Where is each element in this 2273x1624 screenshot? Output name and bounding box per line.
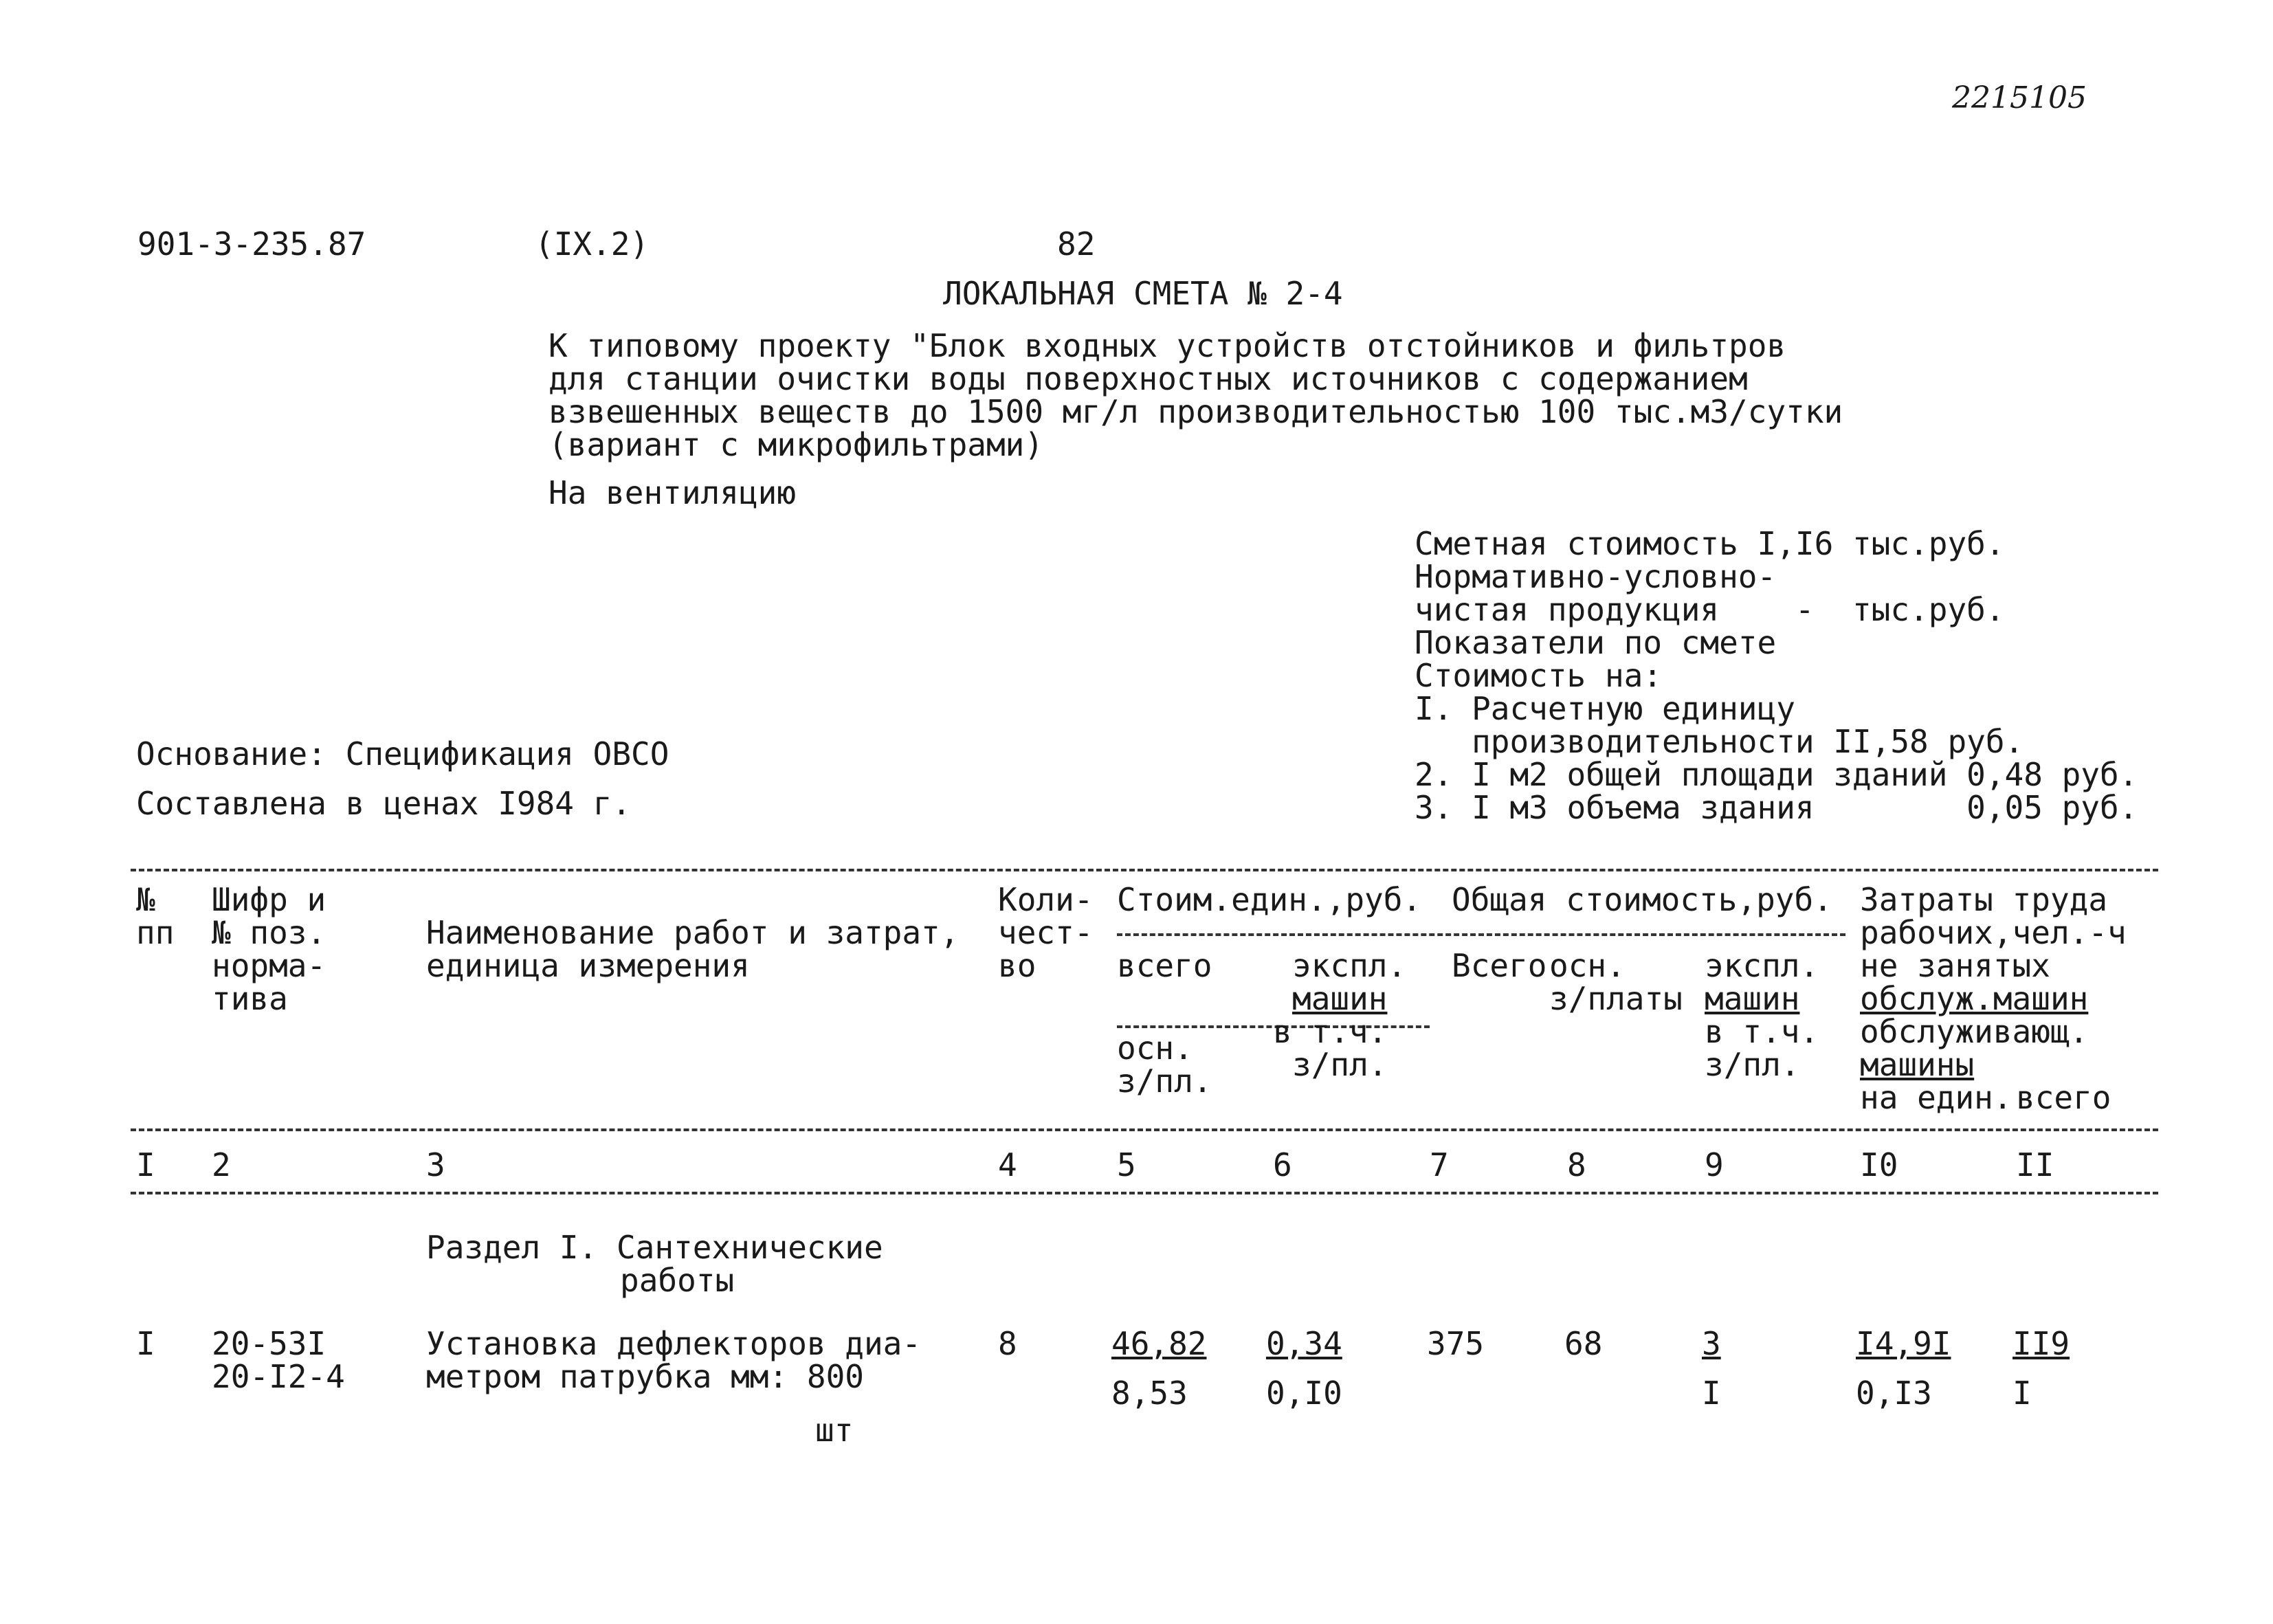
unit-cost-machines-wage: 0,I0 xyxy=(1266,1375,1342,1412)
cost-line: 3. I м3 объема здания 0,05 руб. xyxy=(1415,789,2138,826)
total-wage: 68 xyxy=(1564,1325,1603,1362)
column-number: 4 xyxy=(998,1146,1017,1183)
header-cell: машины xyxy=(1860,1046,1975,1083)
header-cell: машин xyxy=(1705,980,1800,1017)
page-number: 82 xyxy=(1057,225,1096,263)
total-cost: 375 xyxy=(1427,1325,1485,1362)
header-cell: Затраты труда xyxy=(1860,881,2108,918)
header-cell: Шифр и xyxy=(212,881,326,918)
header-cell: обслуживающ. xyxy=(1860,1013,2089,1050)
column-number: I0 xyxy=(1860,1146,1898,1183)
cost-line: I. Расчетную единицу xyxy=(1415,690,1795,727)
total-machines: 3 xyxy=(1702,1325,1721,1362)
header-cell: Коли- xyxy=(998,881,1094,918)
column-number: II xyxy=(2016,1146,2054,1183)
quantity: 8 xyxy=(998,1325,1017,1362)
header-cell: чест- xyxy=(998,914,1094,951)
header-cell: тива xyxy=(212,980,288,1017)
header-cell: машин xyxy=(1292,980,1388,1017)
header-cell: всего xyxy=(1117,947,1212,984)
norm-code: 20-I2-4 xyxy=(212,1358,345,1395)
cost-line: Стоимость на: xyxy=(1415,657,1663,694)
header-cell: в т.ч. xyxy=(1705,1013,1819,1050)
table-rule-top xyxy=(131,869,2158,871)
work-name: метром патрубка мм: 800 xyxy=(426,1358,864,1395)
total-machines-wage: I xyxy=(1702,1375,1721,1412)
header-cell: пп xyxy=(136,914,175,951)
header-cell: норма- xyxy=(212,947,326,984)
header-cell: Стоим.един.,руб. xyxy=(1117,881,1422,918)
volume-number: (IX.2) xyxy=(535,225,650,263)
cost-line: 2. I м2 общей площади зданий 0,48 руб. xyxy=(1415,756,2138,793)
unit-cost-total: 46,82 xyxy=(1111,1325,1207,1362)
column-number: 7 xyxy=(1430,1146,1449,1183)
header-cell: № поз. xyxy=(212,914,326,951)
section-heading: работы xyxy=(620,1262,735,1299)
header-cell: Общая стоимость,руб. xyxy=(1452,881,1832,918)
table-rule-header-bottom xyxy=(131,1128,2158,1131)
header-cell: з/платы xyxy=(1549,980,1683,1017)
column-number: 8 xyxy=(1567,1146,1586,1183)
section-heading: Раздел I. Сантехнические xyxy=(426,1229,883,1266)
cost-line: чистая продукция - тыс.руб. xyxy=(1415,591,2005,628)
column-number: 3 xyxy=(426,1146,445,1183)
labor-per-unit-machines: 0,I3 xyxy=(1856,1375,1932,1412)
header-cell: в т.ч. xyxy=(1273,1013,1388,1050)
table-rule-numbers-bottom xyxy=(131,1192,2158,1194)
header-cell: № xyxy=(136,881,155,918)
header-cell: на един. xyxy=(1860,1079,2013,1116)
column-number: 5 xyxy=(1117,1146,1136,1183)
norm-code: 20-53I xyxy=(212,1325,326,1362)
header-cell: осн. xyxy=(1549,947,1626,984)
column-number: I xyxy=(136,1146,155,1183)
header-cell: обслуж.машин xyxy=(1860,980,2089,1017)
header-cell: не занятых xyxy=(1860,947,2050,984)
row-number: I xyxy=(136,1325,155,1362)
document-code: 901-3-235.87 xyxy=(137,225,366,263)
unit-cost-machines: 0,34 xyxy=(1266,1325,1342,1362)
project-line: взвешенных веществ до 1500 мг/л производительностью 100 тыс.м3/сутки xyxy=(548,393,1843,430)
header-cell: з/пл. xyxy=(1292,1046,1388,1083)
project-line: К типовому проекту "Блок входных устройств отстойников и фильтров xyxy=(548,327,1786,364)
header-cell: з/пл. xyxy=(1705,1046,1800,1083)
group-rule xyxy=(1117,933,1845,936)
header-cell: Наименование работ и затрат, xyxy=(426,914,960,951)
labor-total: II9 xyxy=(2013,1325,2070,1362)
basis-line: Основание: Спецификация ОВСО xyxy=(136,735,669,772)
header-cell: всего xyxy=(2016,1079,2111,1116)
header-cell: единица измерения xyxy=(426,947,750,984)
archive-number: 2215105 xyxy=(1952,80,2087,115)
header-cell: Всего xyxy=(1452,947,1547,984)
column-number: 2 xyxy=(212,1146,231,1183)
column-number: 6 xyxy=(1273,1146,1292,1183)
unit-cost-wage: 8,53 xyxy=(1111,1375,1188,1412)
estimate-title: ЛОКАЛЬНАЯ СМЕТА № 2-4 xyxy=(943,275,1343,312)
header-cell: з/пл. xyxy=(1117,1063,1212,1100)
header-cell: экспл. xyxy=(1292,947,1407,984)
header-cell: рабочих,чел.-ч xyxy=(1860,914,2127,951)
header-cell: во xyxy=(998,947,1036,984)
price-level-line: Составлена в ценах I984 г. xyxy=(136,785,632,822)
cost-line: Показатели по смете xyxy=(1415,624,1777,661)
cost-line: производительности II,58 руб. xyxy=(1415,723,2024,760)
cost-line: Нормативно-условно- xyxy=(1415,558,1777,595)
header-cell: осн. xyxy=(1117,1030,1193,1067)
header-cell: экспл. xyxy=(1705,947,1819,984)
column-number: 9 xyxy=(1705,1146,1724,1183)
cost-line: Сметная стоимость I,I6 тыс.руб. xyxy=(1415,525,2005,562)
work-name: Установка дефлекторов диа- xyxy=(426,1325,922,1362)
project-line: (вариант с микрофильтрами) xyxy=(548,426,1044,463)
project-line: для станции очистки воды поверхностных источников с содержанием xyxy=(548,360,1748,397)
labor-per-unit: I4,9I xyxy=(1856,1325,1951,1362)
labor-total-machines: I xyxy=(2013,1375,2032,1412)
unit-of-measure: шт xyxy=(815,1412,854,1449)
estimate-subject: На вентиляцию xyxy=(548,474,797,511)
